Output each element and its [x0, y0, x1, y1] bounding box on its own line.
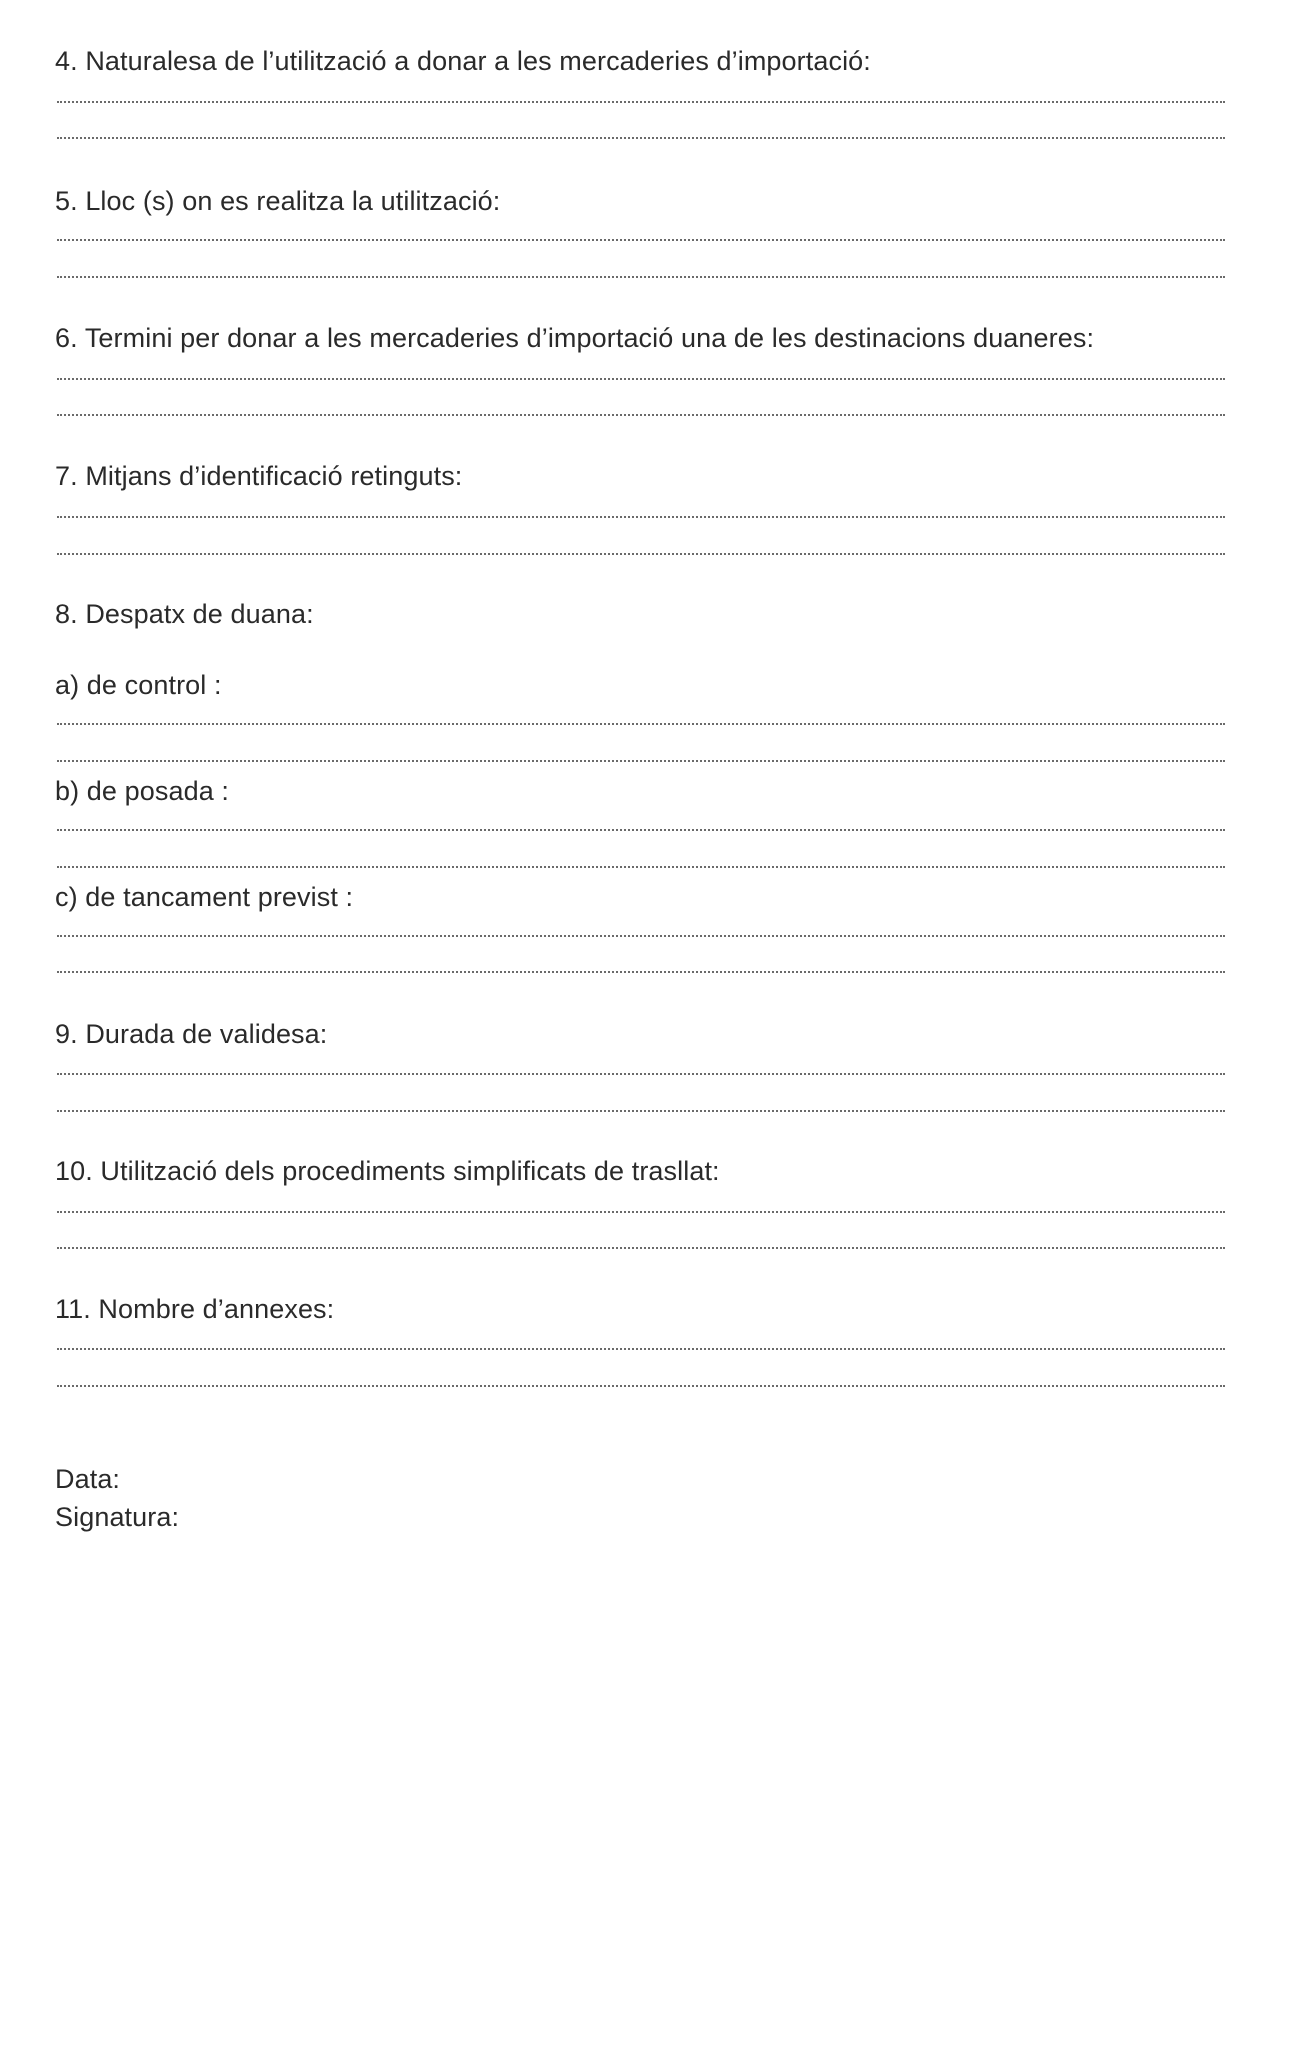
field-5-line-2[interactable]	[57, 276, 1225, 278]
field-6-line-1[interactable]	[57, 378, 1225, 380]
field-6-line-2[interactable]	[57, 414, 1225, 416]
field-8b-line-1[interactable]	[57, 829, 1225, 831]
field-11-label: 11. Nombre d’annexes:	[55, 1294, 335, 1324]
field-8-label: 8. Despatx de duana:	[55, 599, 314, 629]
field-4-line-1[interactable]	[57, 101, 1225, 103]
field-8a-line-1[interactable]	[57, 723, 1225, 725]
field-4-label: 4. Naturalesa de l’utilització a donar a les mercaderies d’importació:	[55, 46, 871, 76]
field-8b-line-2[interactable]	[57, 866, 1225, 868]
field-11-line-1[interactable]	[57, 1348, 1225, 1350]
field-8c-line-1[interactable]	[57, 935, 1225, 937]
field-11-line-2[interactable]	[57, 1385, 1225, 1387]
field-10-label: 10. Utilització dels procediments simplificats de trasllat:	[55, 1156, 720, 1186]
field-5-label: 5. Lloc (s) on es realitza la utilització:	[55, 186, 501, 216]
field-8b-label: b) de posada :	[55, 776, 230, 806]
field-5-line-1[interactable]	[57, 239, 1225, 241]
field-8c-line-2[interactable]	[57, 971, 1225, 973]
field-8c-label: c) de tancament previst :	[55, 882, 354, 912]
field-9-line-1[interactable]	[57, 1073, 1225, 1075]
field-10-line-1[interactable]	[57, 1211, 1225, 1213]
field-6-label: 6. Termini per donar a les mercaderies d’importació una de les destinacions duaneres:	[55, 323, 1095, 353]
field-8a-line-2[interactable]	[57, 760, 1225, 762]
signature-label: Signatura:	[55, 1502, 180, 1532]
field-4-line-2[interactable]	[57, 137, 1225, 139]
field-9-line-2[interactable]	[57, 1110, 1225, 1112]
field-9-label: 9. Durada de validesa:	[55, 1019, 328, 1049]
field-8a-label: a) de control :	[55, 670, 222, 700]
date-label: Data:	[55, 1464, 121, 1494]
field-7-label: 7. Mitjans d’identificació retinguts:	[55, 461, 463, 491]
field-10-line-2[interactable]	[57, 1247, 1225, 1249]
field-7-line-2[interactable]	[57, 553, 1225, 555]
field-7-line-1[interactable]	[57, 516, 1225, 518]
